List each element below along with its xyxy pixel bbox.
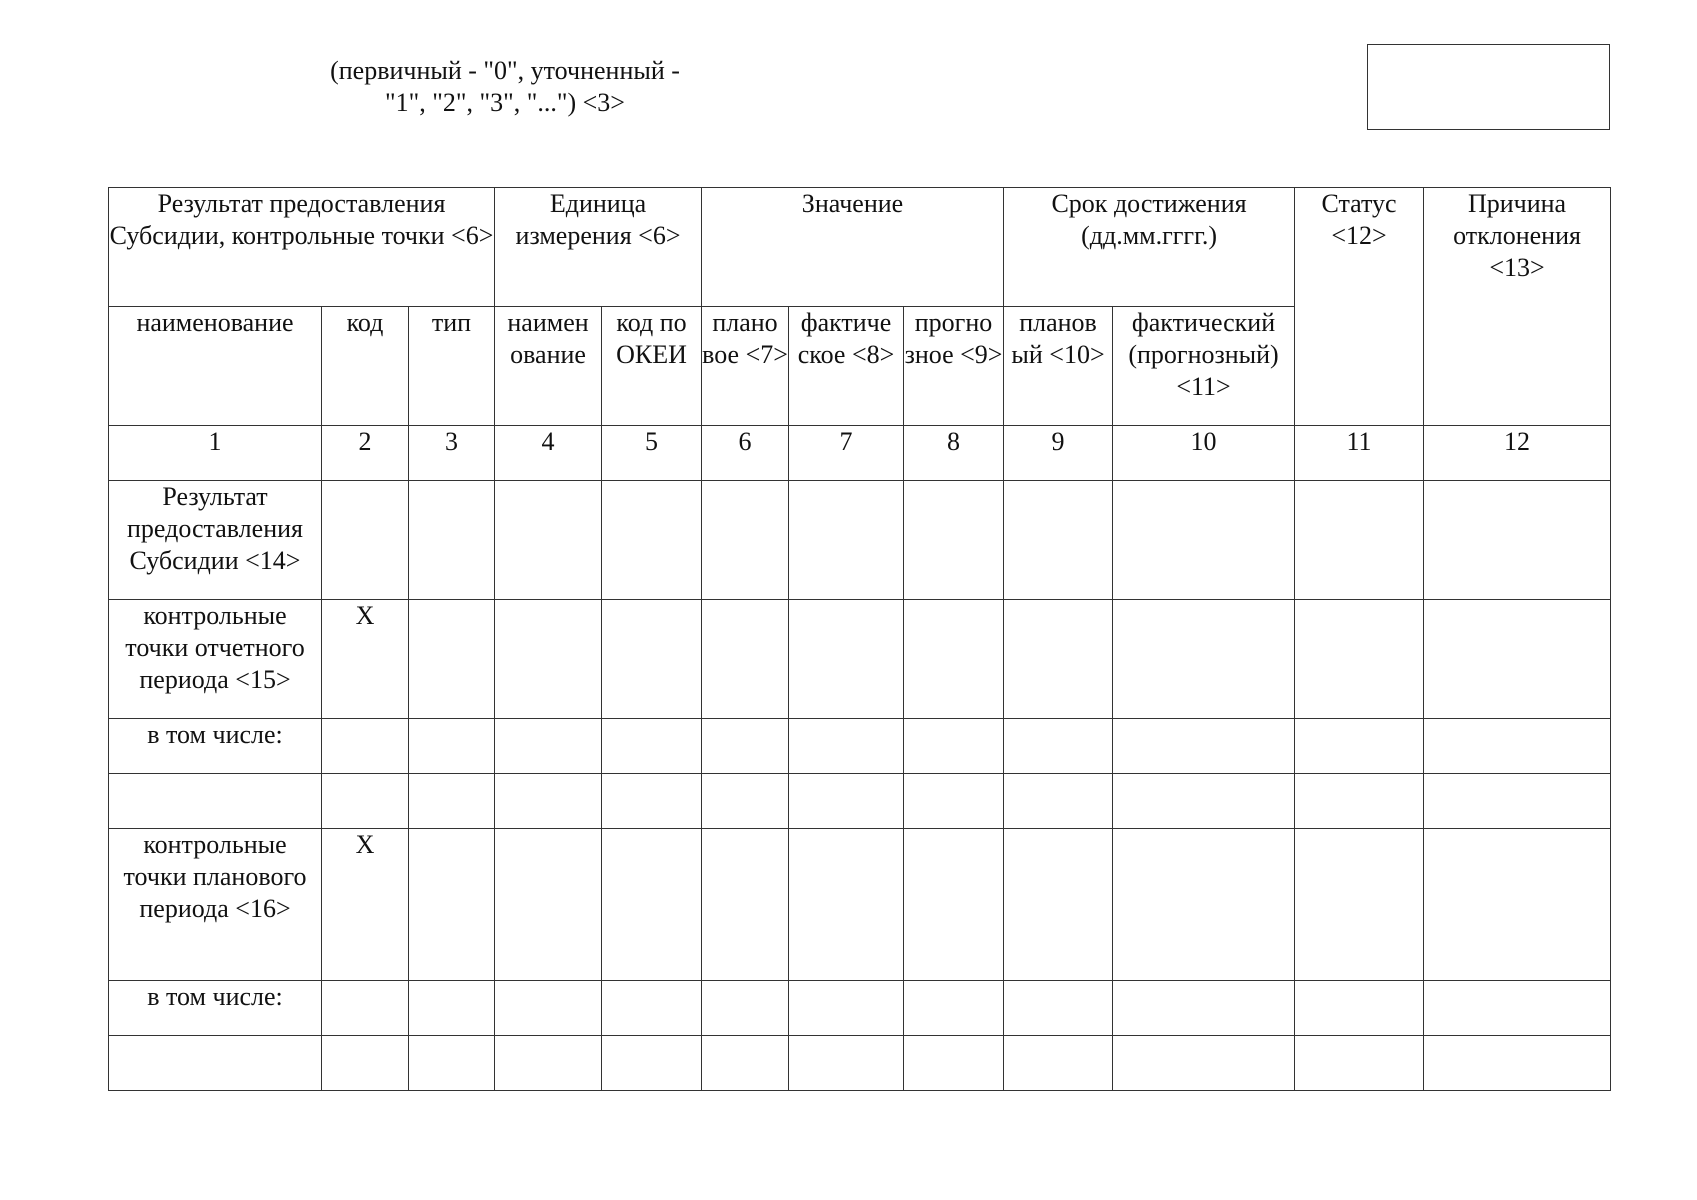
column-number: 4 (495, 426, 602, 481)
table-cell[interactable] (495, 981, 602, 1036)
header-result: Результат предоставления Субсидии, контрольные точки <6> (109, 188, 495, 307)
table-row (109, 600, 1611, 719)
column-number: 8 (904, 426, 1004, 481)
table-cell[interactable] (1424, 719, 1611, 774)
report-type-input-box[interactable] (1367, 44, 1610, 130)
report-type-note-line2: "1", "2", "3", "...") <3> (385, 88, 625, 117)
table-cell[interactable] (1295, 481, 1424, 600)
row-label: контрольные точки отчетного периода <15> (109, 600, 322, 719)
table-cell[interactable] (1424, 481, 1611, 600)
table-cell[interactable] (495, 600, 602, 719)
table-cell[interactable] (904, 719, 1004, 774)
table-cell[interactable] (789, 829, 904, 981)
table-cell[interactable] (1004, 600, 1113, 719)
header-planned-date: планов ый <10> (1004, 307, 1113, 426)
header-deadline: Срок достижения (дд.мм.гггг.) (1004, 188, 1295, 307)
table-row (109, 981, 1611, 1036)
column-number: 5 (602, 426, 702, 481)
header-type: тип (409, 307, 495, 426)
table-cell[interactable] (789, 600, 904, 719)
header-actual: фактиче ское <8> (789, 307, 904, 426)
table-cell[interactable] (495, 481, 602, 600)
header-value: Значение (702, 188, 1004, 307)
table-cell[interactable] (1295, 774, 1424, 829)
header-code: код (322, 307, 409, 426)
table-cell[interactable] (495, 774, 602, 829)
row-label: контрольные точки планового периода <16> (109, 829, 322, 981)
table-cell[interactable] (1113, 600, 1295, 719)
table-cell[interactable] (1295, 1036, 1424, 1091)
header-unit: Единица измерения <6> (495, 188, 702, 307)
header-forecast: прогно зное <9> (904, 307, 1004, 426)
column-number: 7 (789, 426, 904, 481)
group-header-row (109, 188, 1611, 307)
table-cell[interactable] (602, 481, 702, 600)
row-code (322, 981, 409, 1036)
table-cell[interactable] (702, 481, 789, 600)
table-cell[interactable] (789, 774, 904, 829)
table-cell[interactable] (904, 600, 1004, 719)
table-row (109, 719, 1611, 774)
table-cell[interactable] (789, 1036, 904, 1091)
table-cell[interactable] (1113, 774, 1295, 829)
table-cell[interactable] (904, 481, 1004, 600)
row-label: Результат предоставления Субсидии <14> (109, 481, 322, 600)
table-cell[interactable] (409, 981, 495, 1036)
column-number: 11 (1295, 426, 1424, 481)
header-reason: Причина отклонения <13> (1424, 188, 1611, 426)
column-number-row (109, 426, 1611, 481)
table-cell[interactable] (1004, 829, 1113, 981)
table-cell[interactable] (1004, 981, 1113, 1036)
table-cell[interactable] (602, 600, 702, 719)
header-status: Статус <12> (1295, 188, 1424, 426)
row-code[interactable] (322, 1036, 409, 1091)
table-cell[interactable] (602, 981, 702, 1036)
table-cell[interactable] (702, 600, 789, 719)
table-cell[interactable] (409, 600, 495, 719)
table-cell[interactable] (702, 774, 789, 829)
header-actual-date: фактический (прогнозный) <11> (1113, 307, 1295, 426)
table-cell[interactable] (702, 829, 789, 981)
table-cell[interactable] (1113, 1036, 1295, 1091)
row-code: X (322, 829, 409, 981)
row-label[interactable] (109, 774, 322, 829)
table-row (109, 1036, 1611, 1091)
column-number: 9 (1004, 426, 1113, 481)
header-name: наименование (109, 307, 322, 426)
row-label: в том числе: (109, 981, 322, 1036)
table-cell[interactable] (1295, 600, 1424, 719)
table-cell[interactable] (1113, 829, 1295, 981)
table-cell[interactable] (495, 1036, 602, 1091)
column-number: 2 (322, 426, 409, 481)
column-number: 10 (1113, 426, 1295, 481)
row-code (322, 719, 409, 774)
table-cell[interactable] (409, 829, 495, 981)
table-cell[interactable] (1424, 981, 1611, 1036)
table-cell[interactable] (1113, 481, 1295, 600)
table-cell[interactable] (1295, 981, 1424, 1036)
table-cell[interactable] (1295, 829, 1424, 981)
table-cell[interactable] (789, 981, 904, 1036)
table-cell[interactable] (602, 774, 702, 829)
table-cell[interactable] (789, 481, 904, 600)
table-cell[interactable] (602, 1036, 702, 1091)
table-cell[interactable] (904, 829, 1004, 981)
table-row (109, 829, 1611, 981)
table-cell[interactable] (702, 719, 789, 774)
table-cell[interactable] (1004, 719, 1113, 774)
table-cell[interactable] (789, 719, 904, 774)
report-type-note (270, 55, 740, 119)
column-number: 12 (1424, 426, 1611, 481)
table-row (109, 774, 1611, 829)
header-okei-code: код по ОКЕИ (602, 307, 702, 426)
table-cell[interactable] (1424, 600, 1611, 719)
table-cell[interactable] (409, 481, 495, 600)
table-cell[interactable] (602, 829, 702, 981)
table-cell[interactable] (1424, 1036, 1611, 1091)
table-cell[interactable] (409, 774, 495, 829)
table-cell[interactable] (1004, 774, 1113, 829)
table-cell[interactable] (1424, 774, 1611, 829)
table-cell[interactable] (1295, 719, 1424, 774)
table-cell[interactable] (495, 829, 602, 981)
table-cell[interactable] (602, 719, 702, 774)
report-table (108, 187, 1611, 1091)
table-cell[interactable] (1004, 1036, 1113, 1091)
table-cell[interactable] (904, 981, 1004, 1036)
column-number: 3 (409, 426, 495, 481)
table-cell[interactable] (1424, 829, 1611, 981)
table-cell[interactable] (409, 719, 495, 774)
table-cell[interactable] (702, 981, 789, 1036)
header-planned: плано вое <7> (702, 307, 789, 426)
header-unit-name: наимен ование (495, 307, 602, 426)
column-number: 1 (109, 426, 322, 481)
table-cell[interactable] (409, 1036, 495, 1091)
row-code: X (322, 600, 409, 719)
table-cell[interactable] (702, 1036, 789, 1091)
report-type-note-line1: (первичный - "0", уточненный - (330, 56, 680, 85)
table-cell[interactable] (904, 774, 1004, 829)
table-row (109, 481, 1611, 600)
row-code (322, 481, 409, 600)
row-label[interactable] (109, 1036, 322, 1091)
table-cell[interactable] (904, 1036, 1004, 1091)
table-cell[interactable] (1113, 981, 1295, 1036)
table-cell[interactable] (1004, 481, 1113, 600)
row-code[interactable] (322, 774, 409, 829)
table-cell[interactable] (1113, 719, 1295, 774)
column-number: 6 (702, 426, 789, 481)
table-cell[interactable] (495, 719, 602, 774)
row-label: в том числе: (109, 719, 322, 774)
